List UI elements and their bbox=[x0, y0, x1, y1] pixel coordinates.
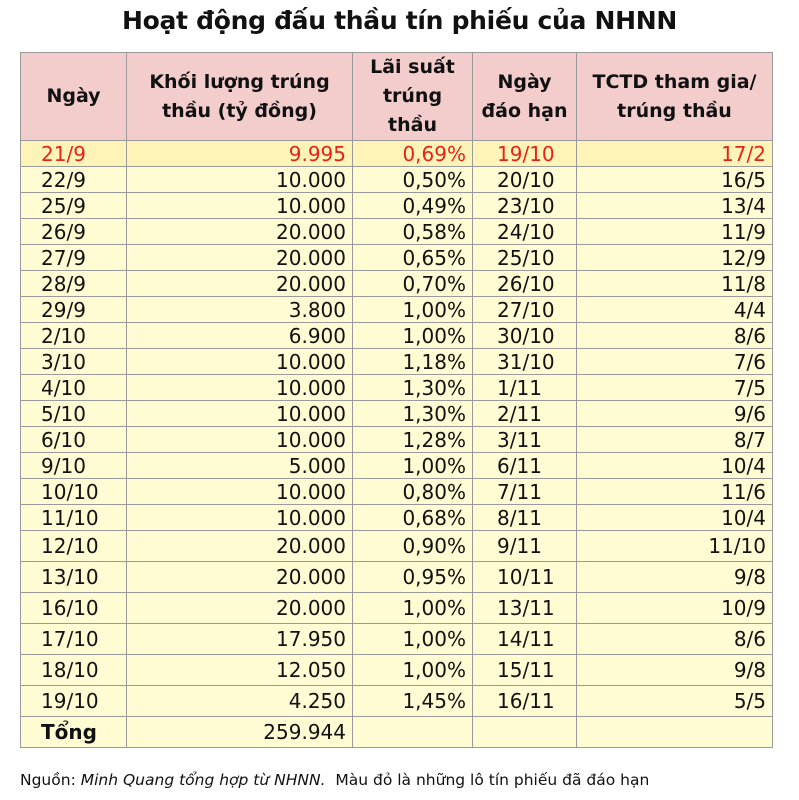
table-row bbox=[21, 219, 773, 245]
cell-tctd: 12/9 bbox=[577, 245, 773, 271]
cell-tctd: 7/6 bbox=[577, 349, 773, 375]
cell-tctd: 10/4 bbox=[577, 453, 773, 479]
cell-volume: 20.000 bbox=[127, 271, 353, 297]
cell-date: 17/10 bbox=[21, 624, 127, 655]
cell-maturity: 23/10 bbox=[473, 193, 577, 219]
total-row bbox=[21, 717, 773, 748]
cell-date: 19/10 bbox=[21, 686, 127, 717]
cell-tctd: 11/8 bbox=[577, 271, 773, 297]
cell-rate: 1,00% bbox=[353, 624, 473, 655]
table-row bbox=[21, 297, 773, 323]
total-volume: 259.944 bbox=[127, 717, 353, 748]
page-title: Hoạt động đấu thầu tín phiếu của NHNN bbox=[121, 6, 677, 35]
auction-table bbox=[20, 52, 773, 748]
total-empty bbox=[353, 717, 473, 748]
cell-rate: 0,90% bbox=[353, 531, 473, 562]
cell-volume: 5.000 bbox=[127, 453, 353, 479]
cell-tctd: 11/6 bbox=[577, 479, 773, 505]
cell-tctd: 10/4 bbox=[577, 505, 773, 531]
cell-volume: 10.000 bbox=[127, 193, 353, 219]
cell-tctd: 9/8 bbox=[577, 655, 773, 686]
col-header-tctd: TCTD tham gia/ trúng thầu bbox=[577, 53, 773, 141]
cell-maturity: 27/10 bbox=[473, 297, 577, 323]
cell-tctd: 8/6 bbox=[577, 624, 773, 655]
col-header-volume: Khối lượng trúng thầu (tỷ đồng) bbox=[127, 53, 353, 141]
cell-volume: 10.000 bbox=[127, 167, 353, 193]
cell-volume: 6.900 bbox=[127, 323, 353, 349]
cell-date: 29/9 bbox=[21, 297, 127, 323]
cell-volume: 10.000 bbox=[127, 401, 353, 427]
cell-tctd: 16/5 bbox=[577, 167, 773, 193]
cell-maturity: 13/11 bbox=[473, 593, 577, 624]
cell-maturity: 7/11 bbox=[473, 479, 577, 505]
cell-maturity: 15/11 bbox=[473, 655, 577, 686]
cell-volume: 12.050 bbox=[127, 655, 353, 686]
table-row bbox=[21, 479, 773, 505]
table-row bbox=[21, 427, 773, 453]
cell-maturity: 10/11 bbox=[473, 562, 577, 593]
cell-volume: 10.000 bbox=[127, 349, 353, 375]
cell-date: 5/10 bbox=[21, 401, 127, 427]
cell-tctd: 17/2 bbox=[577, 141, 773, 167]
cell-maturity: 24/10 bbox=[473, 219, 577, 245]
cell-volume: 20.000 bbox=[127, 531, 353, 562]
cell-rate: 1,00% bbox=[353, 323, 473, 349]
cell-rate: 1,00% bbox=[353, 655, 473, 686]
cell-tctd: 5/5 bbox=[577, 686, 773, 717]
table-row bbox=[21, 141, 773, 167]
col-header-date: Ngày bbox=[21, 53, 127, 141]
total-empty bbox=[473, 717, 577, 748]
cell-maturity: 30/10 bbox=[473, 323, 577, 349]
cell-date: 10/10 bbox=[21, 479, 127, 505]
cell-tctd: 9/6 bbox=[577, 401, 773, 427]
cell-volume: 4.250 bbox=[127, 686, 353, 717]
cell-date: 9/10 bbox=[21, 453, 127, 479]
table-row bbox=[21, 531, 773, 562]
table-row bbox=[21, 453, 773, 479]
table-row bbox=[21, 562, 773, 593]
cell-maturity: 3/11 bbox=[473, 427, 577, 453]
cell-volume: 10.000 bbox=[127, 479, 353, 505]
cell-tctd: 8/6 bbox=[577, 323, 773, 349]
cell-rate: 1,30% bbox=[353, 375, 473, 401]
cell-date: 2/10 bbox=[21, 323, 127, 349]
cell-rate: 0,69% bbox=[353, 141, 473, 167]
cell-rate: 1,00% bbox=[353, 453, 473, 479]
cell-maturity: 16/11 bbox=[473, 686, 577, 717]
cell-date: 27/9 bbox=[21, 245, 127, 271]
cell-maturity: 8/11 bbox=[473, 505, 577, 531]
header-row bbox=[21, 53, 773, 141]
table-row bbox=[21, 505, 773, 531]
source-legend: Màu đỏ là những lô tín phiếu đã đáo hạn bbox=[335, 771, 650, 789]
col-header-rate: Lãi suất trúng thầu bbox=[353, 53, 473, 141]
table-row bbox=[21, 271, 773, 297]
cell-volume: 20.000 bbox=[127, 219, 353, 245]
cell-rate: 1,45% bbox=[353, 686, 473, 717]
total-label: Tổng bbox=[21, 717, 127, 748]
cell-rate: 0,95% bbox=[353, 562, 473, 593]
cell-volume: 20.000 bbox=[127, 245, 353, 271]
cell-rate: 0,58% bbox=[353, 219, 473, 245]
cell-rate: 0,50% bbox=[353, 167, 473, 193]
total-empty bbox=[577, 717, 773, 748]
cell-rate: 0,70% bbox=[353, 271, 473, 297]
cell-rate: 1,00% bbox=[353, 593, 473, 624]
cell-maturity: 26/10 bbox=[473, 271, 577, 297]
cell-date: 28/9 bbox=[21, 271, 127, 297]
cell-date: 26/9 bbox=[21, 219, 127, 245]
cell-tctd: 8/7 bbox=[577, 427, 773, 453]
col-header-maturity: Ngày đáo hạn bbox=[473, 53, 577, 141]
table-row bbox=[21, 167, 773, 193]
cell-tctd: 4/4 bbox=[577, 297, 773, 323]
cell-rate: 0,65% bbox=[353, 245, 473, 271]
table-body bbox=[21, 141, 773, 748]
cell-maturity: 19/10 bbox=[473, 141, 577, 167]
cell-volume: 9.995 bbox=[127, 141, 353, 167]
table-row bbox=[21, 323, 773, 349]
cell-volume: 10.000 bbox=[127, 505, 353, 531]
table-row bbox=[21, 624, 773, 655]
cell-volume: 3.800 bbox=[127, 297, 353, 323]
cell-rate: 1,30% bbox=[353, 401, 473, 427]
cell-date: 6/10 bbox=[21, 427, 127, 453]
table-row bbox=[21, 375, 773, 401]
cell-date: 3/10 bbox=[21, 349, 127, 375]
cell-maturity: 20/10 bbox=[473, 167, 577, 193]
cell-volume: 20.000 bbox=[127, 562, 353, 593]
cell-date: 4/10 bbox=[21, 375, 127, 401]
cell-date: 18/10 bbox=[21, 655, 127, 686]
table-row bbox=[21, 401, 773, 427]
cell-date: 11/10 bbox=[21, 505, 127, 531]
source-note bbox=[20, 771, 649, 789]
cell-volume: 20.000 bbox=[127, 593, 353, 624]
cell-date: 22/9 bbox=[21, 167, 127, 193]
cell-tctd: 10/9 bbox=[577, 593, 773, 624]
cell-rate: 1,18% bbox=[353, 349, 473, 375]
cell-rate: 1,00% bbox=[353, 297, 473, 323]
cell-maturity: 14/11 bbox=[473, 624, 577, 655]
source-author: Minh Quang tổng hợp từ NHNN. bbox=[80, 771, 326, 789]
cell-rate: 0,49% bbox=[353, 193, 473, 219]
cell-volume: 10.000 bbox=[127, 427, 353, 453]
cell-volume: 17.950 bbox=[127, 624, 353, 655]
cell-date: 16/10 bbox=[21, 593, 127, 624]
cell-rate: 1,28% bbox=[353, 427, 473, 453]
cell-rate: 0,68% bbox=[353, 505, 473, 531]
cell-tctd: 7/5 bbox=[577, 375, 773, 401]
cell-maturity: 2/11 bbox=[473, 401, 577, 427]
cell-tctd: 11/10 bbox=[577, 531, 773, 562]
cell-maturity: 25/10 bbox=[473, 245, 577, 271]
cell-date: 13/10 bbox=[21, 562, 127, 593]
table-row bbox=[21, 349, 773, 375]
source-prefix: Nguồn: bbox=[20, 771, 81, 789]
cell-tctd: 9/8 bbox=[577, 562, 773, 593]
table-row bbox=[21, 593, 773, 624]
table-row bbox=[21, 193, 773, 219]
cell-maturity: 9/11 bbox=[473, 531, 577, 562]
cell-maturity: 31/10 bbox=[473, 349, 577, 375]
cell-date: 21/9 bbox=[21, 141, 127, 167]
cell-maturity: 6/11 bbox=[473, 453, 577, 479]
cell-date: 12/10 bbox=[21, 531, 127, 562]
cell-volume: 10.000 bbox=[127, 375, 353, 401]
table-row bbox=[21, 686, 773, 717]
table-row bbox=[21, 245, 773, 271]
cell-rate: 0,80% bbox=[353, 479, 473, 505]
cell-tctd: 11/9 bbox=[577, 219, 773, 245]
cell-tctd: 13/4 bbox=[577, 193, 773, 219]
cell-date: 25/9 bbox=[21, 193, 127, 219]
table-row bbox=[21, 655, 773, 686]
cell-maturity: 1/11 bbox=[473, 375, 577, 401]
